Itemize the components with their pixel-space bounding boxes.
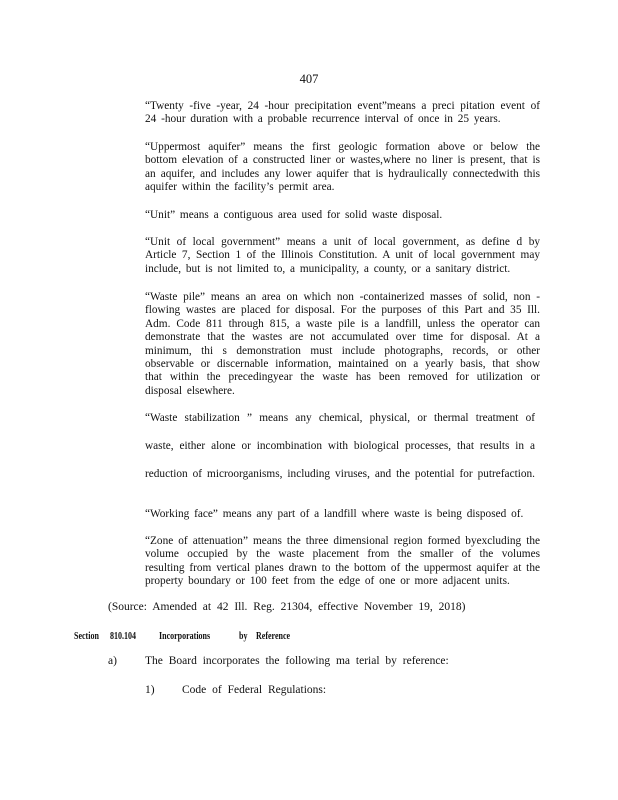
definition-text: “Unit” means a contiguous area used for solid waste disposal. <box>145 209 443 221</box>
definition-zone-of-attenuation <box>145 535 540 589</box>
definition-text: “Twenty -five -year, 24 -hour precipitation event”means a preci pitation event of 24 -hour duration with a probable recurrence interval of once in 25 years. <box>145 100 540 126</box>
definition-waste-stabilization-line-1: “Waste stabilization ” means any chemical, physical, or thermal treatment of <box>145 412 535 424</box>
definition-uppermost-aquifer <box>145 141 540 195</box>
definition-working-face <box>145 508 540 521</box>
definition-text: “Waste pile” means an area on which non -containerized masses of solid, non - flowing wastes are placed for disposal. For the purposes of this Part and 35 Ill. Adm. Code 811 through 815, a waste pile is a landfill, unless the operator can demonstrate that the wastes are not accumulated over time for disposal. At a minimum, thi s demonstration must include photographs, records, or other observable or discernable information, maintained on a yearly basis, that show that within the precedingyear the waste has been removed for utilization or disposal elsewhere. <box>145 291 540 397</box>
subsection-a-marker: a) <box>108 655 117 667</box>
definition-text: “Uppermost aquifer” means the first geologic formation above or below the bottom elevation of a constructed liner or wastes,where no liner is present, that is an aquifer, and includes any lower aquifer that is hydraulically connectedwith this aquifer within the facility’s permit area. <box>145 141 540 194</box>
definition-text: “Zone of attenuation” means the three dimensional region formed byexcluding the volume occupied by the waste placement from the smaller of the volumes resulting from vertical planes drawn to the bottom of the uppermost aquifer at the property boundary or 100 feet from the edge of one or more adjacent units. <box>145 535 540 588</box>
section-title-word: by <box>239 630 248 642</box>
section-title-word: Reference <box>256 630 291 642</box>
definition-text: “Working face” means any part of a landfill where waste is being disposed of. <box>145 508 524 520</box>
subsection-a-text: The Board incorporates the following ma terial by reference: <box>145 655 449 667</box>
source-note: (Source: Amended at 42 Ill. Reg. 21304, effective November 19, 2018) <box>108 601 466 613</box>
definition-unit <box>145 209 540 222</box>
definition-waste-stabilization-line-2: waste, either alone or incombination with biological processes, that results in a <box>145 440 535 452</box>
definition-unit-of-local-government <box>145 236 540 276</box>
section-number: 810.104 <box>110 630 136 642</box>
definition-waste-pile <box>145 291 540 398</box>
definition-twenty-five-year <box>145 100 540 127</box>
item-1-text: Code of Federal Regulations: <box>182 684 327 696</box>
page-number: 407 <box>299 72 319 86</box>
item-1-marker: 1) <box>145 684 155 696</box>
definition-text: “Unit of local government” means a unit of local government, as define d by Article 7, Section 1 of the Illinois Constitution. A unit of local government may include, but is not limited to, a municipality, a county, or a sanitary district. <box>145 236 540 275</box>
section-title-word: Incorporations <box>159 630 211 642</box>
section-label: Section <box>74 630 99 642</box>
definition-waste-stabilization-line-3: reduction of microorganisms, including viruses, and the potential for putrefaction. <box>145 468 535 480</box>
